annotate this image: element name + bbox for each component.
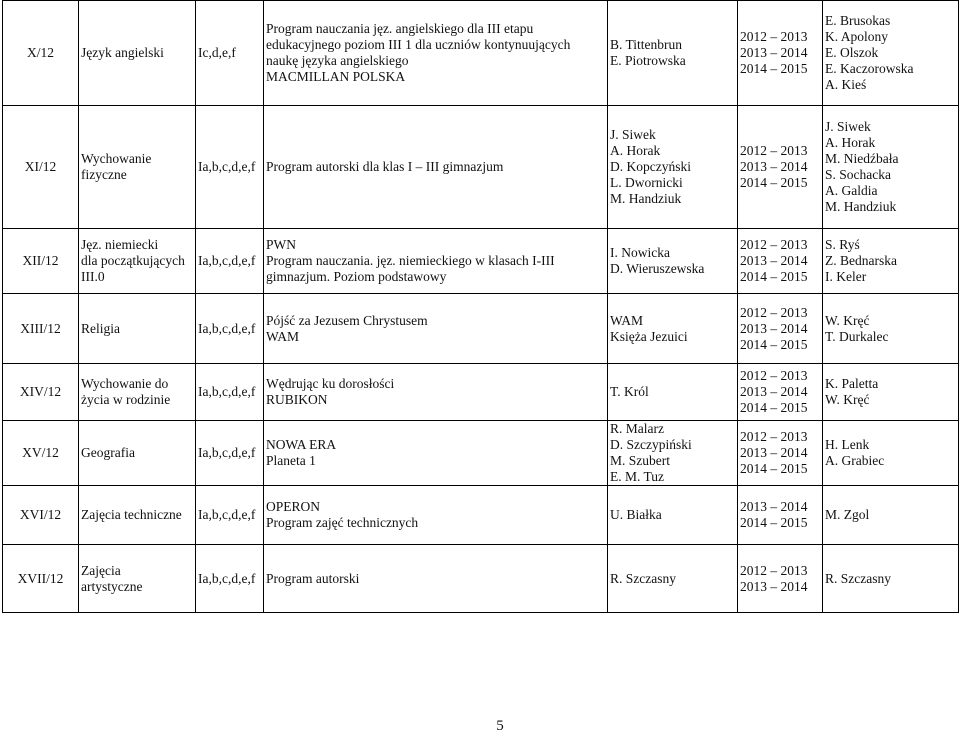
- row-number-text: XV/12: [22, 445, 59, 460]
- row-number-cell: [3, 106, 79, 229]
- teachers-list-line: T. Durkalec: [825, 328, 889, 344]
- program-authors-line: M. Szubert: [610, 453, 670, 468]
- teachers-list-line: A. Kieś: [825, 77, 867, 92]
- program-authors-line: D. Wieruszewska: [610, 261, 705, 276]
- school-years-cell: [738, 294, 823, 364]
- school-years-line: 2013 – 2014: [740, 159, 808, 174]
- subject-name-cell: [79, 106, 196, 229]
- school-years-line: 2013 – 2014: [740, 253, 808, 268]
- program-name-cell: [264, 364, 608, 421]
- row-number-cell: [3, 294, 79, 364]
- program-authors-cell: [608, 229, 738, 294]
- subject-name-line: artystyczne: [81, 578, 143, 594]
- table-row: [3, 294, 959, 364]
- class-list-text: Ia,b,c,d,e,f: [198, 570, 256, 586]
- program-authors-line: R. Malarz: [610, 421, 664, 436]
- teachers-list-line: H. Lenk: [825, 437, 870, 452]
- school-years-line: 2012 – 2013: [740, 429, 808, 444]
- teachers-list-line: J. Siwek: [825, 119, 871, 134]
- row-number-cell: [3, 229, 79, 294]
- school-years-line: 2014 – 2015: [740, 515, 808, 530]
- class-list-text: Ia,b,c,d,e,f: [198, 320, 256, 336]
- class-list-cell: [196, 106, 264, 229]
- program-authors-line: I. Nowicka: [610, 245, 670, 260]
- teachers-list-line: R. Szczasny: [825, 570, 891, 586]
- school-years-line: 2014 – 2015: [740, 461, 808, 476]
- table-row: [3, 1, 959, 106]
- school-years-line: 2013 – 2014: [740, 445, 808, 460]
- row-number-cell: [3, 421, 79, 486]
- teachers-list-cell: [823, 421, 959, 486]
- program-name-line: Program nauczania. jęz. niemieckiego w klasach I-III: [266, 253, 555, 268]
- subject-name-cell: [79, 294, 196, 364]
- program-authors-line: A. Horak: [610, 143, 661, 158]
- row-number-text: XI/12: [24, 159, 57, 174]
- subject-name-line: Język angielski: [81, 45, 164, 60]
- school-years-line: 2013 – 2014: [740, 499, 808, 514]
- subject-name-cell: [79, 364, 196, 421]
- program-authors-cell: [608, 106, 738, 229]
- school-years-cell: [738, 545, 823, 613]
- school-years-line: 2012 – 2013: [740, 304, 808, 320]
- program-authors-cell: [608, 545, 738, 613]
- class-list-cell: [196, 1, 264, 106]
- program-name-line: Planeta 1: [266, 453, 316, 468]
- table-row: [3, 545, 959, 613]
- school-years-cell: [738, 1, 823, 106]
- page-number: 5: [496, 718, 504, 734]
- school-years-cell: [738, 229, 823, 294]
- class-list-text: Ia,b,c,d,e,f: [198, 159, 256, 174]
- row-number-cell: [3, 545, 79, 613]
- school-years-line: 2014 – 2015: [740, 336, 808, 352]
- class-list-cell: [196, 294, 264, 364]
- school-years-line: 2013 – 2014: [740, 320, 808, 336]
- row-number-text: XIV/12: [19, 384, 62, 399]
- curriculum-table-body: [3, 1, 959, 613]
- program-name-line: Pójść za Jezusem Chrystusem: [266, 312, 428, 328]
- subject-name-cell: [79, 421, 196, 486]
- teachers-list-line: I. Keler: [825, 269, 867, 284]
- program-authors-line: B. Tittenbrun: [610, 37, 683, 52]
- program-authors-line: Księża Jezuici: [610, 328, 688, 344]
- program-name-cell: [264, 421, 608, 486]
- row-number-text: XVI/12: [19, 507, 62, 522]
- subject-name-line: fizyczne: [81, 167, 127, 182]
- teachers-list-line: K. Paletta: [825, 376, 879, 391]
- subject-name-line: Zajęcia techniczne: [81, 507, 182, 522]
- teachers-list-line: Z. Bednarska: [825, 253, 897, 268]
- teachers-list-cell: [823, 106, 959, 229]
- row-number-cell: [3, 364, 79, 421]
- teachers-list-line: E. Olszok: [825, 45, 879, 60]
- subject-name-line: Wychowanie do: [81, 376, 169, 391]
- program-authors-cell: [608, 1, 738, 106]
- table-row: [3, 364, 959, 421]
- subject-name-line: Geografia: [81, 445, 135, 460]
- subject-name-cell: [79, 545, 196, 613]
- class-list-text: Ic,d,e,f: [198, 45, 236, 60]
- class-list-cell: [196, 364, 264, 421]
- teachers-list-line: K. Apolony: [825, 29, 889, 44]
- school-years-cell: [738, 106, 823, 229]
- program-name-line: WAM: [266, 328, 299, 344]
- school-years-cell: [738, 421, 823, 486]
- program-name-line: Program autorski: [266, 570, 360, 586]
- program-name-line: Program autorski dla klas I – III gimnazjum: [266, 159, 504, 174]
- teachers-list-line: S. Ryś: [825, 237, 860, 252]
- school-years-line: 2014 – 2015: [740, 269, 808, 284]
- school-years-cell: [738, 486, 823, 545]
- program-name-cell: [264, 1, 608, 106]
- program-authors-line: D. Szczypiński: [610, 437, 692, 452]
- teachers-list-line: M. Niedźbała: [825, 151, 899, 166]
- teachers-list-cell: [823, 1, 959, 106]
- teachers-list-line: W. Kręć: [825, 312, 870, 328]
- program-name-line: edukacyjnego poziom III 1 dla uczniów kontynuujących: [266, 37, 571, 52]
- teachers-list-line: E. Kaczorowska: [825, 61, 914, 76]
- school-years-line: 2012 – 2013: [740, 368, 808, 383]
- program-name-line: Wędrując ku dorosłości: [266, 376, 395, 391]
- class-list-text: Ia,b,c,d,e,f: [198, 445, 256, 460]
- program-authors-line: J. Siwek: [610, 127, 656, 142]
- program-authors-cell: [608, 421, 738, 486]
- subject-name-cell: [79, 1, 196, 106]
- subject-name-line: Wychowanie: [81, 151, 152, 166]
- program-name-line: gimnazjum. Poziom podstawowy: [266, 269, 447, 284]
- table-row: [3, 229, 959, 294]
- teachers-list-line: M. Handziuk: [825, 199, 897, 214]
- program-name-line: NOWA ERA: [266, 437, 337, 452]
- subject-name-cell: [79, 229, 196, 294]
- school-years-line: 2012 – 2013: [740, 143, 808, 158]
- school-years-cell: [738, 364, 823, 421]
- teachers-list-line: W. Kręć: [825, 392, 870, 407]
- table-row: [3, 486, 959, 545]
- teachers-list-cell: [823, 364, 959, 421]
- subject-name-line: Zajęcia: [81, 562, 121, 578]
- school-years-line: 2013 – 2014: [740, 384, 808, 399]
- school-years-line: 2014 – 2015: [740, 61, 808, 76]
- row-number-text: XIII/12: [20, 320, 61, 336]
- teachers-list-line: S. Sochacka: [825, 167, 891, 182]
- program-authors-line: T. Król: [610, 384, 649, 399]
- program-authors-line: R. Szczasny: [610, 570, 676, 586]
- program-authors-line: WAM: [610, 312, 643, 328]
- program-authors-cell: [608, 364, 738, 421]
- row-number-cell: [3, 1, 79, 106]
- program-authors-cell: [608, 294, 738, 364]
- class-list-text: Ia,b,c,d,e,f: [198, 507, 256, 522]
- teachers-list-cell: [823, 545, 959, 613]
- program-name-line: MACMILLAN POLSKA: [266, 69, 406, 84]
- class-list-text: Ia,b,c,d,e,f: [198, 384, 256, 399]
- program-name-line: PWN: [266, 237, 296, 252]
- row-number-text: XII/12: [22, 253, 59, 268]
- school-years-line: 2012 – 2013: [740, 562, 808, 578]
- table-row: [3, 421, 959, 486]
- class-list-cell: [196, 229, 264, 294]
- program-authors-line: E. Piotrowska: [610, 53, 686, 68]
- class-list-cell: [196, 545, 264, 613]
- school-years-line: 2013 – 2014: [740, 578, 808, 594]
- subject-name-cell: [79, 486, 196, 545]
- school-years-line: 2014 – 2015: [740, 400, 808, 415]
- subject-name-line: dla początkujących: [81, 253, 185, 268]
- program-name-cell: [264, 229, 608, 294]
- subject-name-line: Religia: [81, 320, 120, 336]
- class-list-text: Ia,b,c,d,e,f: [198, 253, 256, 268]
- teachers-list-line: E. Brusokas: [825, 13, 891, 28]
- school-years-line: 2014 – 2015: [740, 175, 808, 190]
- school-years-line: 2012 – 2013: [740, 29, 808, 44]
- subject-name-line: Jęz. niemiecki: [81, 237, 159, 252]
- program-name-cell: [264, 106, 608, 229]
- row-number-cell: [3, 486, 79, 545]
- program-name-line: OPERON: [266, 499, 321, 514]
- row-number-text: XVII/12: [17, 570, 64, 586]
- program-authors-line: L. Dwornicki: [610, 175, 683, 190]
- table-row: [3, 106, 959, 229]
- program-name-line: Program nauczania jęz. angielskiego dla III etapu: [266, 21, 534, 36]
- subject-name-line: życia w rodzinie: [81, 392, 171, 407]
- row-number-text: X/12: [27, 45, 54, 60]
- school-years-line: 2012 – 2013: [740, 237, 808, 252]
- program-name-line: Program zajęć technicznych: [266, 515, 419, 530]
- program-name-cell: [264, 294, 608, 364]
- program-name-line: naukę języka angielskiego: [266, 53, 409, 68]
- teachers-list-cell: [823, 486, 959, 545]
- teachers-list-line: A. Galdia: [825, 183, 878, 198]
- teachers-list-line: M. Zgol: [825, 507, 870, 522]
- teachers-list-cell: [823, 294, 959, 364]
- program-authors-cell: [608, 486, 738, 545]
- program-authors-line: M. Handziuk: [610, 191, 682, 206]
- subject-name-line: III.0: [81, 269, 105, 284]
- teachers-list-line: A. Grabiec: [825, 453, 885, 468]
- program-name-line: RUBIKON: [266, 392, 328, 407]
- curriculum-table: [2, 0, 959, 613]
- program-authors-line: D. Kopczyński: [610, 159, 691, 174]
- class-list-cell: [196, 486, 264, 545]
- program-name-cell: [264, 545, 608, 613]
- program-authors-line: U. Białka: [610, 507, 662, 522]
- teachers-list-line: A. Horak: [825, 135, 876, 150]
- program-name-cell: [264, 486, 608, 545]
- program-authors-line: E. M. Tuz: [610, 469, 665, 484]
- school-years-line: 2013 – 2014: [740, 45, 808, 60]
- class-list-cell: [196, 421, 264, 486]
- teachers-list-cell: [823, 229, 959, 294]
